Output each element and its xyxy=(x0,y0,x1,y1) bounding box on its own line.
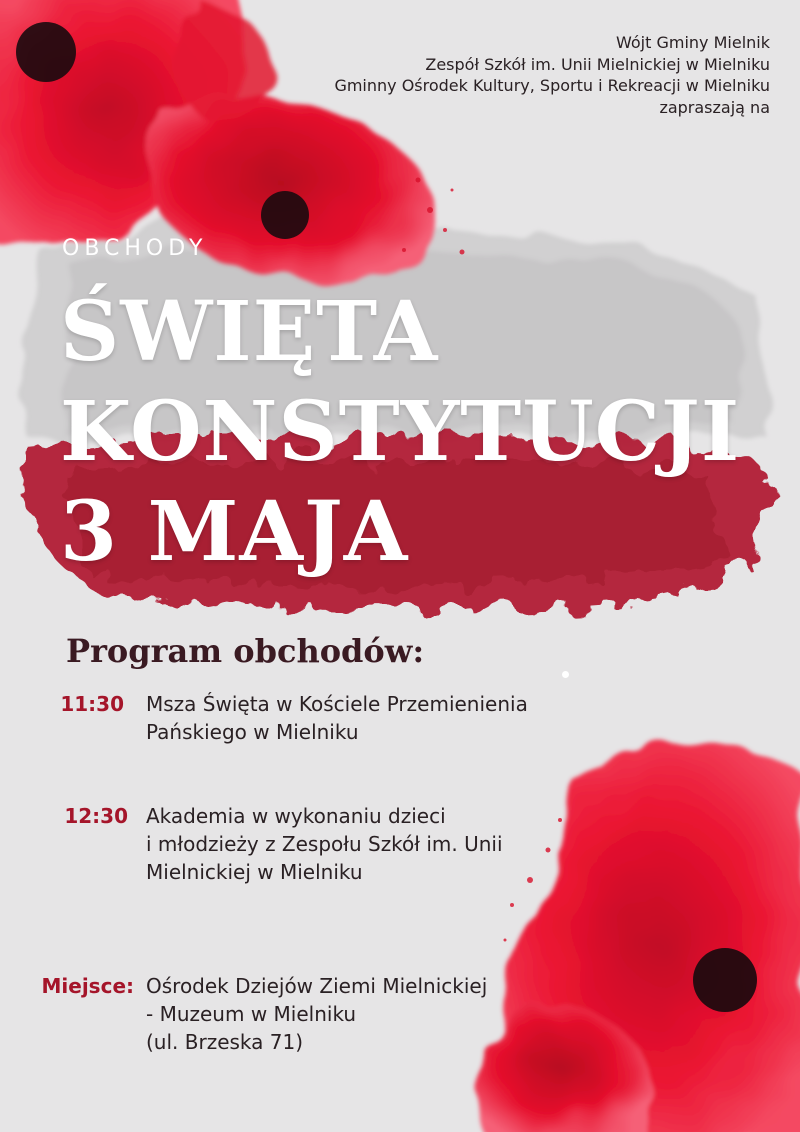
description-line: (ul. Brzeska 71) xyxy=(146,1030,304,1054)
event-eyebrow: OBCHODY xyxy=(62,236,208,261)
description-line: Ośrodek Dziejów Ziemi Mielnickiej xyxy=(146,974,488,998)
organizer-line: Gminny Ośrodek Kultury, Sportu i Rekreacji w Mielniku xyxy=(334,76,770,95)
poppy-bottom-right xyxy=(483,742,800,1132)
title-line: ŚWIĘTA xyxy=(60,284,439,380)
description-line: Mielnickiej w Mielniku xyxy=(146,860,363,884)
venue-label: Miejsce: xyxy=(41,974,134,998)
title-line: KONSTYTUCJI xyxy=(60,384,741,480)
schedule-description xyxy=(146,802,606,886)
schedule-time: 11:30 xyxy=(60,692,124,716)
description-line: Msza Święta w Kościele Przemienienia xyxy=(146,692,528,716)
description-line: - Muzeum w Mielniku xyxy=(146,1002,357,1026)
title-line: 3 MAJA xyxy=(60,484,409,580)
organizers-block xyxy=(170,32,770,118)
schedule-time: 12:30 xyxy=(64,804,128,828)
description-line: i młodzieży z Zespołu Szkół im. Unii xyxy=(146,832,503,856)
event-title xyxy=(60,282,760,582)
decorative-dot xyxy=(562,671,569,678)
description-line: Akademia w wykonaniu dzieci xyxy=(146,804,446,828)
poppy-center-bottom-right xyxy=(693,948,757,1012)
description-line: Pańskiego w Mielniku xyxy=(146,720,359,744)
organizer-line: Zespół Szkół im. Unii Mielnickiej w Mielniku xyxy=(425,54,770,74)
organizer-line: Wójt Gminy Mielnik xyxy=(616,33,770,52)
invitation-line: zapraszają na xyxy=(659,97,770,117)
venue-description xyxy=(146,972,606,1056)
program-heading: Program obchodów: xyxy=(66,632,425,670)
schedule-description xyxy=(146,690,606,746)
